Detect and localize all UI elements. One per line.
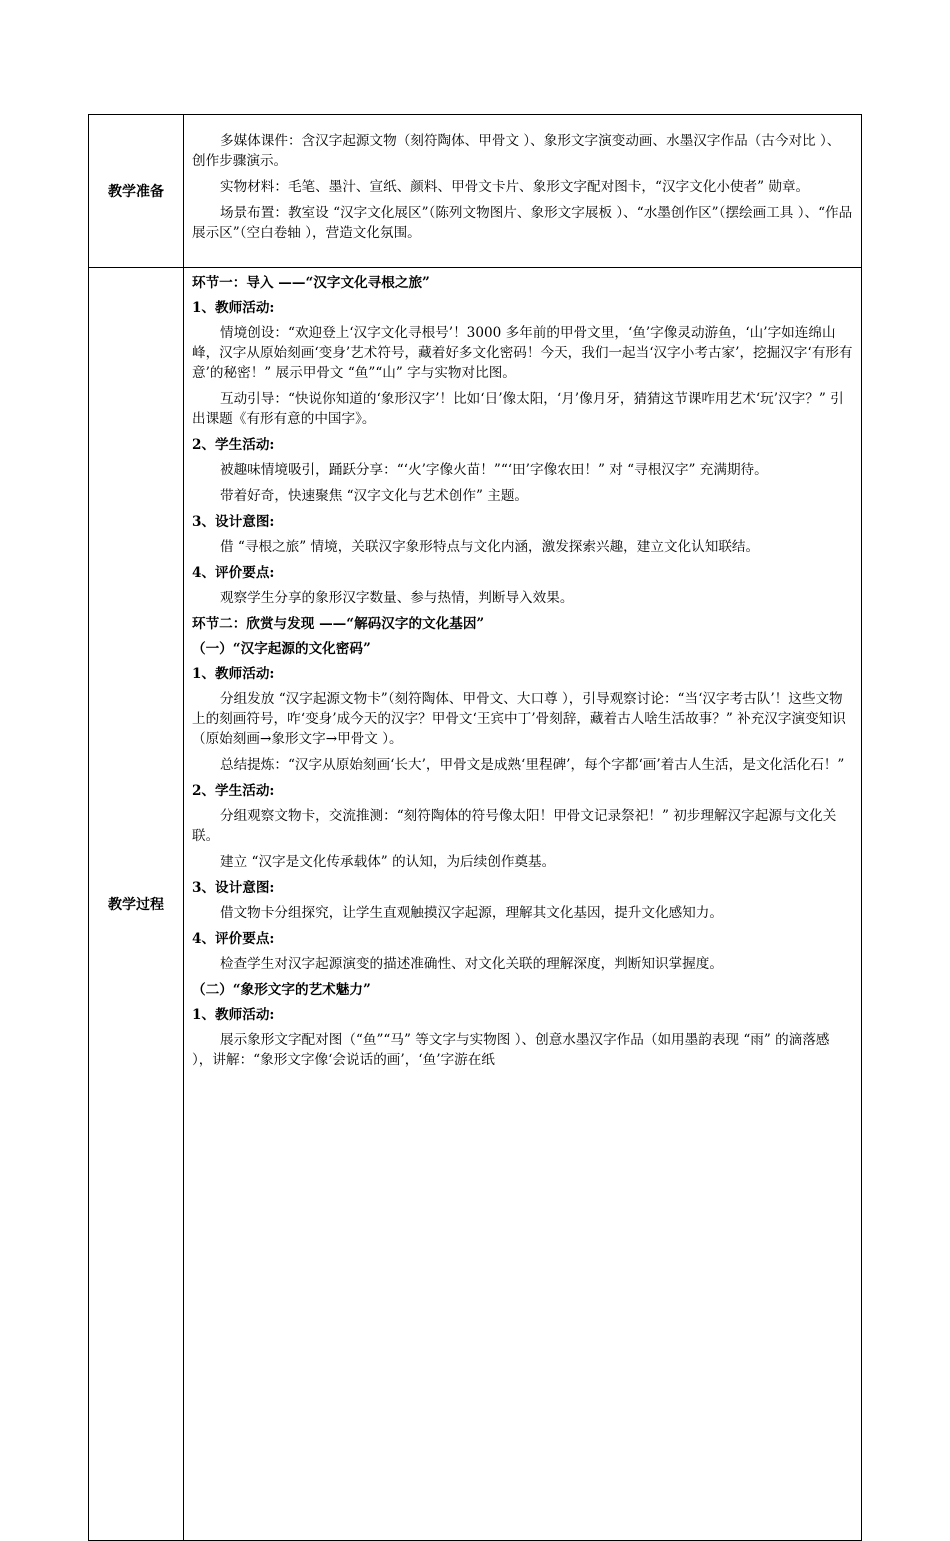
s2-part2-title: （二）“象形文字的艺术魅力” — [192, 982, 371, 998]
s2p1-student-text-2: 建立 “汉字是文化传承载体” 的认知，为后续创作奠基。 — [220, 854, 556, 870]
s2p1-student-heading: 2、学生活动: — [192, 783, 275, 799]
s1-eval-text: 观察学生分享的象形汉字数量、参与热情，判断导入效果。 — [220, 590, 574, 606]
s1-student-heading: 2、学生活动: — [192, 437, 275, 453]
s1-teacher-text-2: 互动引导：“快说你知道的‘象形汉字’！比如‘日’像太阳，‘月’像月牙，猜猜这节课咋用艺术‘玩’汉字？” 引出课题《有形有意的中国字》。 — [192, 391, 844, 427]
s2p2-teacher-text: 展示象形文字配对图（“鱼”“马” 等文字与实物图 ）、创意水墨汉字作品（如用墨韵表现 “雨” 的滴落感 ），讲解：“象形文字像‘会说话的画’，‘鱼’字游在纸 — [192, 1032, 830, 1068]
prep-materials-text: 实物材料：毛笔、墨汁、宣纸、颜料、甲骨文卡片、象形文字配对图卡，“汉字文化小使者” 勋章。 — [220, 179, 810, 195]
teaching-process-content — [184, 268, 862, 1541]
s2p1-design-text: 借文物卡分组探究，让学生直观触摸汉字起源，理解其文化基因，提升文化感知力。 — [220, 905, 723, 921]
section1-title: 环节一：导入 ——“汉字文化寻根之旅” — [192, 275, 430, 291]
lesson-plan-table — [88, 114, 862, 1541]
s1-student-text-1: 被趣味情境吸引，踊跃分享：“‘火’字像火苗！”“‘田’字像农田！” 对 “寻根汉字” 充满期待。 — [220, 462, 768, 478]
teaching-preparation-label: 教学准备 — [89, 115, 184, 268]
s1-teacher-text-1: 情境创设：“欢迎登上‘汉字文化寻根号’！3000 多年前的甲骨文里，‘鱼’字像灵动游鱼，‘山’字如连绵山峰，汉字从原始刻画‘变身’艺术符号，藏着好多文化密码！今天，我们一起当‘汉字小考古家’，挖掘汉字‘有形有意’的秘密！” 展示甲骨文 “鱼”“山” 字与实物对比图。 — [192, 325, 853, 381]
section2-title: 环节二：欣赏与发现 ——“解码汉字的文化基因” — [192, 616, 485, 632]
teaching-preparation-row — [89, 115, 862, 268]
s1-teacher-heading: 1、教师活动: — [192, 300, 275, 316]
s2p1-eval-heading: 4、评价要点: — [192, 931, 275, 947]
s2p1-design-heading: 3、设计意图: — [192, 880, 275, 896]
s1-student-text-2: 带着好奇，快速聚焦 “汉字文化与艺术创作” 主题。 — [220, 488, 529, 504]
prep-scene-text: 场景布置：教室设 “汉字文化展区”（陈列文物图片、象形文字展板 ）、“水墨创作区”（摆绘画工具 ）、“作品展示区”（空白卷轴 ），营造文化氛围。 — [192, 205, 853, 241]
s2p2-teacher-heading: 1、教师活动: — [192, 1007, 275, 1023]
s1-design-heading: 3、设计意图: — [192, 514, 275, 530]
teaching-process-row — [89, 268, 862, 1541]
s2p1-teacher-heading: 1、教师活动: — [192, 666, 275, 682]
s2p1-teacher-text-1: 分组发放 “汉字起源文物卡”（刻符陶体、甲骨文、大口尊 ），引导观察讨论：“当‘汉字考古队’！这些文物上的刻画符号，咋‘变身’成今天的汉字？甲骨文‘王宾中丁’骨刻辞，藏着古人啥生活故事？” 补充汉字演变知识（原始刻画→象形文字→甲骨文 ）。 — [192, 691, 846, 747]
s2p1-student-text-1: 分组观察文物卡，交流推测：“刻符陶体的符号像太阳！甲骨文记录祭祀！” 初步理解汉字起源与文化关联。 — [192, 808, 837, 844]
s2p1-eval-text: 检查学生对汉字起源演变的描述准确性、对文化关联的理解深度，判断知识掌握度。 — [220, 956, 723, 972]
s1-design-text: 借 “寻根之旅” 情境，关联汉字象形特点与文化内涵，激发探索兴趣，建立文化认知联结。 — [220, 539, 760, 555]
s2p1-teacher-text-2: 总结提炼：“汉字从原始刻画‘长大’，甲骨文是成熟‘里程碑’，每个字都‘画’着古人生活，是文化活化石！” — [220, 757, 845, 773]
teaching-process-label: 教学过程 — [89, 268, 184, 1541]
s2-part1-title: （一）“汉字起源的文化密码” — [192, 641, 371, 657]
teaching-preparation-content — [184, 115, 862, 268]
s1-eval-heading: 4、评价要点: — [192, 565, 275, 581]
prep-multimedia-text: 多媒体课件：含汉字起源文物（刻符陶体、甲骨文 ）、象形文字演变动画、水墨汉字作品（古今对比 ）、创作步骤演示。 — [192, 133, 841, 169]
